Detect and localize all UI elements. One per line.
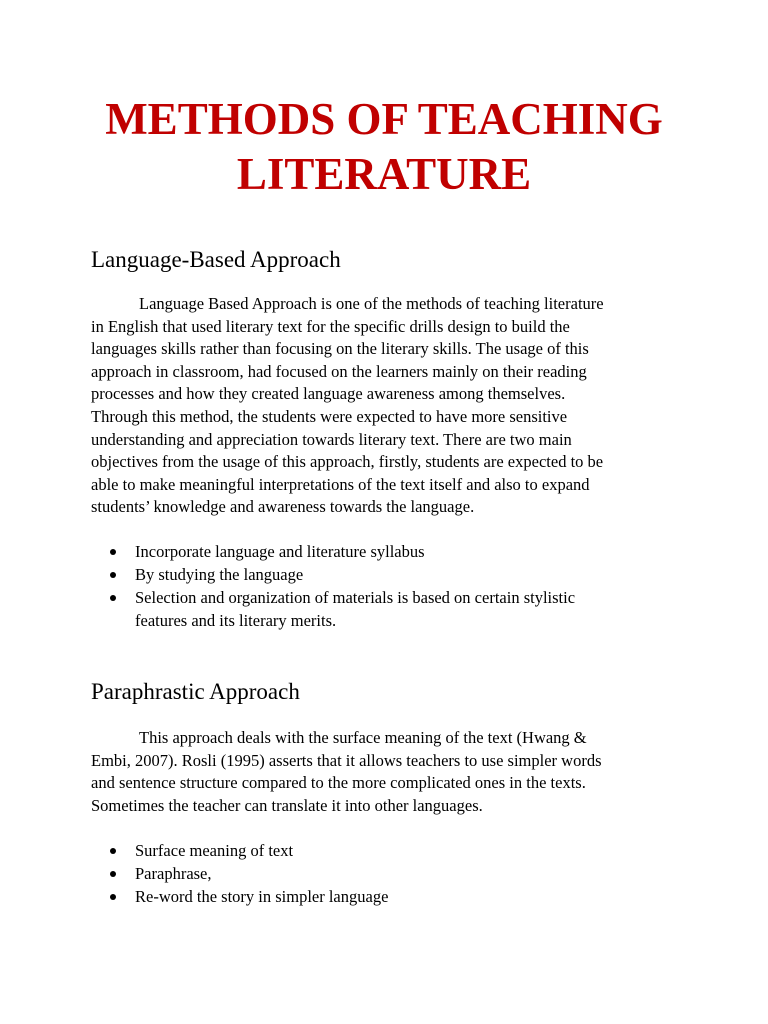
paragraph-line: This approach deals with the surface meaning of the text (Hwang &	[139, 728, 587, 747]
paragraph-line: processes and how they created language awareness among themselves.	[91, 384, 566, 404]
paragraph-line: understanding and appreciation towards literary text. There are two main	[91, 429, 572, 449]
bullet-dot-icon	[110, 549, 116, 555]
section-paragraph-paraphrastic	[91, 727, 691, 817]
bullet-text-line: Incorporate language and literature syllabus	[135, 542, 425, 561]
title-line-1: METHODS OF TEACHING	[105, 94, 663, 144]
section-heading-language-based: Language-Based Approach	[91, 247, 341, 272]
bullet-item	[110, 839, 388, 862]
paragraph-line: objectives from the usage of this approach, firstly, students are expected to be	[91, 452, 604, 472]
bullet-dot-icon	[110, 595, 116, 601]
paragraph-line: Sometimes the teacher can translate it into other languages.	[91, 795, 483, 815]
paragraph-line: able to make meaningful interpretations of the text itself and also to expand	[91, 474, 590, 494]
bullet-text-line: Surface meaning of text	[135, 841, 294, 860]
bullet-item	[110, 586, 575, 632]
bullet-list-paraphrastic	[110, 839, 388, 908]
bullet-dot-icon	[110, 572, 116, 578]
paragraph-line: Language Based Approach is one of the methods of teaching literature	[139, 294, 604, 313]
paragraph-line: languages skills rather than focusing on the literary skills. The usage of this	[91, 339, 589, 359]
bullet-dot-icon	[110, 894, 116, 900]
paragraph-line: Embi, 2007). Rosli (1995) asserts that it allows teachers to use simpler words	[91, 750, 602, 770]
section-paragraph-language-based	[91, 293, 691, 519]
bullet-text-line: Paraphrase,	[135, 864, 212, 883]
bullet-item	[110, 885, 388, 908]
paragraph-line: approach in classroom, had focused on the learners mainly on their reading	[91, 361, 587, 381]
bullet-dot-icon	[110, 848, 116, 854]
bullet-item	[110, 862, 388, 885]
bullet-text-line: features and its literary merits.	[135, 611, 337, 630]
section-heading-paraphrastic: Paraphrastic Approach	[91, 679, 300, 704]
paragraph-line: in English that used literary text for the specific drills design to build the	[91, 316, 570, 336]
bullet-item	[110, 540, 575, 563]
paragraph-line: Through this method, the students were expected to have more sensitive	[91, 406, 568, 426]
paragraph-line: and sentence structure compared to the more complicated ones in the texts.	[91, 773, 586, 793]
bullet-text-line: By studying the language	[135, 565, 304, 584]
title-line-2: LITERATURE	[236, 149, 532, 199]
bullet-list-language-based	[110, 540, 575, 632]
bullet-text-line: Re-word the story in simpler language	[135, 887, 389, 906]
bullet-text-line: Selection and organization of materials is based on certain stylistic	[135, 588, 576, 607]
bullet-dot-icon	[110, 871, 116, 877]
document-title	[0, 92, 768, 202]
bullet-item	[110, 563, 575, 586]
paragraph-line: students’ knowledge and awareness towards the language.	[91, 497, 475, 517]
